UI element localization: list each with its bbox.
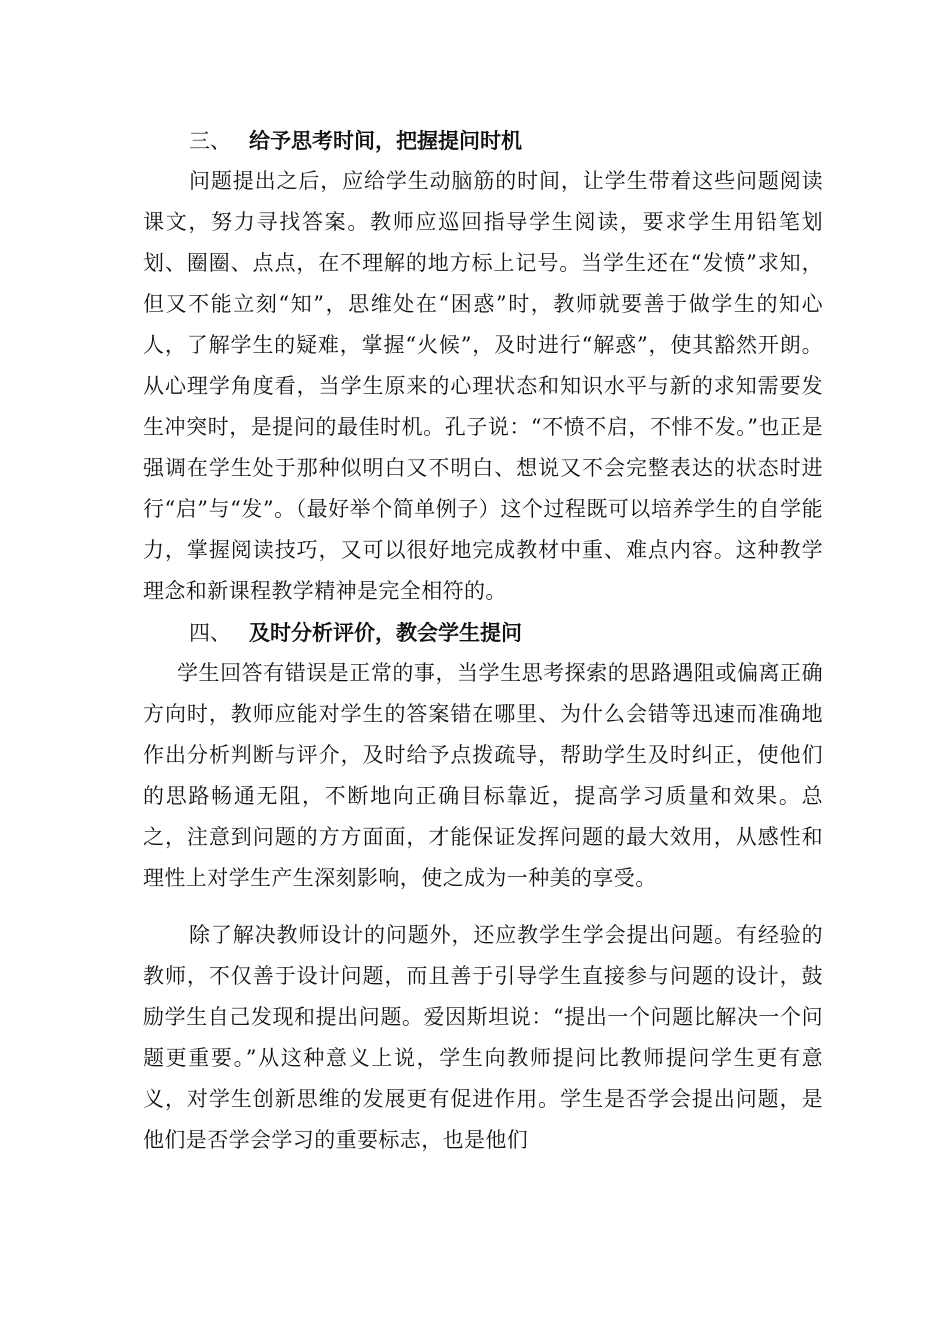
section-3-title: 给予思考时间，把握提问时机 (249, 128, 522, 153)
document-body (143, 120, 823, 1161)
section-4-paragraph-1: 学生回答有错误是正常的事，当学生思考探索的思路遇阻或偏离正确方向时，教师应能对学生的答案错在哪里、为什么会错等迅速而准确地作出分析判断与评介，及时给予点拨疏导，帮助学生及时纠正，使他们的思路畅通无阻，不断地向正确目标靠近，提高学习质量和效果。总之，注意到问题的方方面面，才能保证发挥问题的最大效用，从感性和理性上对学生产生深刻影响，使之成为一种美的享受。 (143, 661, 823, 890)
section-3-number: 三、 (189, 129, 231, 153)
section-3-paragraph: 问题提出之后，应给学生动脑筋的时间，让学生带着这些问题阅读课文，努力寻找答案。教师应巡回指导学生阅读，要求学生用铅笔划划、圈圈、点点，在不理解的地方标上记号。当学生还在“发愤”求知，但又不能立刻“知”，思维处在“困惑”时，教师就要善于做学生的知心人，了解学生的疑难，掌握“火候”，及时进行“解惑”，使其豁然开朗。从心理学角度看，当学生原来的心理状态和知识水平与新的求知需要发生冲突时，是提问的最佳时机。孔子说：“不愤不启，不悱不发。”也正是强调在学生处于那种似明白又不明白、想说又不会完整表达的状态时进行“启”与“发”。（最好举个简单例子）这个过程既可以培养学生的自学能力，掌握阅读技巧，又可以很好地完成教材中重、难点内容。这种教学理念和新课程教学精神是完全相符的。 (143, 169, 823, 603)
section-4-title: 及时分析评价，教会学生提问 (249, 620, 522, 645)
section-4-paragraph-2: 除了解决教师设计的问题外，还应教学生学会提出问题。有经验的教师，不仅善于设计问题，而且善于引导学生直接参与问题的设计，鼓励学生自己发现和提出问题。爱因斯坦说：“提出一个问题比解决一个问题更重要。”从这种意义上说，学生向教师提问比教师提问学生更有意义，对学生创新思维的发展更有促进作用。学生是否学会提出问题，是他们是否学会学习的重要标志，也是他们 (143, 923, 823, 1152)
section-4-heading (143, 612, 823, 653)
section-4-number: 四、 (189, 621, 231, 645)
section-3-heading (143, 120, 823, 161)
